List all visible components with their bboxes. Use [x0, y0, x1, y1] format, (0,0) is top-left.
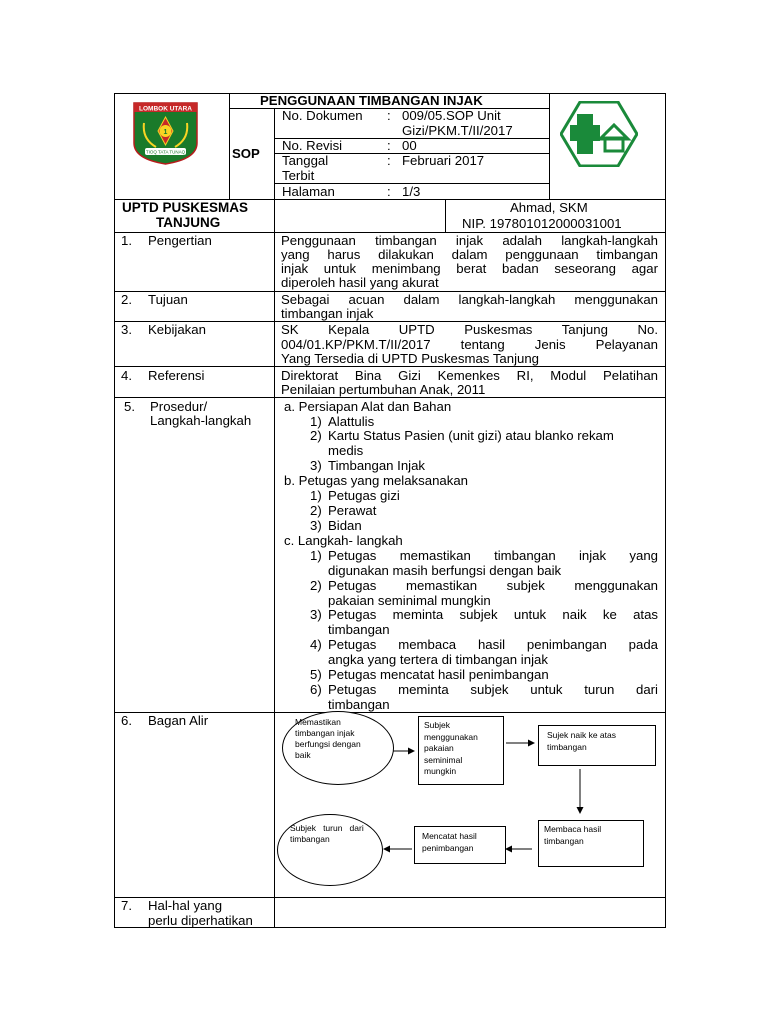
section-number: 4. [121, 368, 132, 383]
list-number: 4) [310, 637, 322, 652]
list-item: angka yang tertera di timbangan injak [328, 652, 548, 667]
section-number: 5. [124, 399, 135, 414]
subheading-a: a. Persiapan Alat dan Bahan [284, 399, 452, 414]
flow-node-membaca-hasil: Membaca hasil timbangan [538, 820, 644, 867]
list-item: pakaian seminimal mungkin [328, 593, 491, 608]
logo-left-seal-text: 1 [163, 129, 168, 136]
flow-node-naik-timbangan: Sujek naik ke atas timbangan [538, 725, 656, 766]
list-item: medis [328, 443, 364, 458]
list-item: Perawat [328, 503, 377, 518]
section-label-hal-hal: Hal-hal yang [148, 898, 223, 913]
list-number: 3) [310, 607, 322, 622]
list-item: Petugas memastikan subjek menggunakan [328, 578, 658, 593]
field-sep: : [387, 138, 391, 153]
puskesmas-logo [560, 101, 638, 167]
list-number: 3) [310, 458, 322, 473]
tujuan-text: Sebagai acuan dalam langkah-langkah menggunakan [281, 292, 658, 307]
kebijakan-text: 004/01.KP/PKM.T/II/2017 tentang Jenis Pelayanan [281, 337, 658, 352]
subheading-c: c. Langkah- langkah [284, 533, 403, 548]
section-label-kebijakan: Kebijakan [148, 322, 206, 337]
list-number: 2) [310, 578, 322, 593]
list-item: Timbangan Injak [328, 458, 426, 473]
flow-node-subjek-pakaian: Subjek menggunakan pakaian seminimal mungkin [418, 716, 504, 785]
section-label-hal-hal-2: perlu diperhatikan [148, 913, 253, 928]
field-sep: : [387, 108, 391, 123]
kebijakan-text: SK Kepala UPTD Puskesmas Tanjung No. [281, 322, 658, 337]
section-number: 7. [121, 898, 132, 913]
list-item: timbangan [328, 622, 390, 637]
field-sep: : [387, 184, 391, 199]
list-number: 2) [310, 428, 322, 443]
field-value-tanggal: Februari 2017 [402, 153, 485, 168]
section-number: 2. [121, 292, 132, 307]
referensi-text: Penilaian pertumbuhan Anak, 2011 [281, 382, 486, 397]
field-value-no-dokumen-2: Gizi/PKM.T/II/2017 [402, 123, 513, 138]
pengertian-text: Penggunaan timbangan injak adalah langkah-langkah [281, 233, 658, 248]
sop-label: SOP [232, 146, 260, 161]
section-label-pengertian: Pengertian [148, 233, 212, 248]
section-label-tujuan: Tujuan [148, 292, 188, 307]
list-item: Petugas memastikan timbangan injak yang [328, 548, 658, 563]
list-item: Petugas meminta subjek untuk naik ke atas [328, 607, 658, 622]
list-number: 1) [310, 414, 322, 429]
field-label-tanggal: Tanggal [282, 153, 329, 168]
signer-nip: NIP. 197801012000031001 [462, 216, 622, 231]
list-item: Petugas gizi [328, 488, 400, 503]
logo-left-ribbon: TIOQ TATA TUNAQ [145, 149, 186, 155]
list-number: 5) [310, 667, 322, 682]
pengertian-text: injak untuk menimbang berat badan seseorang agar [281, 261, 658, 276]
field-label-terbit: Terbit [282, 168, 315, 183]
list-item: timbangan [328, 697, 390, 712]
page-title: PENGGUNAAN TIMBANGAN INJAK [260, 93, 483, 108]
flow-node-subjek-turun: Subjek turun dari timbangan [277, 814, 383, 886]
section-label-referensi: Referensi [148, 368, 205, 383]
unit-name-line1: UPTD PUSKESMAS [122, 200, 249, 215]
field-value-no-revisi: 00 [402, 138, 417, 153]
field-value-no-dokumen: 009/05.SOP Unit [402, 108, 501, 123]
field-label-no-revisi: No. Revisi [282, 138, 343, 153]
field-value-halaman: 1/3 [402, 184, 421, 199]
list-item: Petugas meminta subjek untuk turun dari [328, 682, 658, 697]
section-label-prosedur-2: Langkah-langkah [150, 413, 252, 428]
signer-name: Ahmad, SKM [510, 200, 588, 215]
field-label-halaman: Halaman [282, 184, 335, 199]
flow-node-mencatat-hasil: Mencatat hasil penimbangan [414, 826, 506, 864]
field-label-no-dokumen: No. Dokumen [282, 108, 363, 123]
flow-node-memastikan: Memastikan timbangan injak berfungsi dengan baik [282, 711, 394, 785]
list-item: Kartu Status Pasien (unit gizi) atau blanko rekam [328, 428, 614, 443]
list-item: Alattulis [328, 414, 375, 429]
pengertian-text: yang harus dilakukan dalam penggunaan timbangan [281, 247, 658, 262]
list-number: 2) [310, 503, 322, 518]
list-item: Petugas membaca hasil penimbangan pada [328, 637, 658, 652]
section-number: 6. [121, 713, 132, 728]
list-item: Petugas mencatat hasil penimbangan [328, 667, 549, 682]
kebijakan-text: Yang Tersedia di UPTD Puskesmas Tanjung [281, 351, 540, 366]
section-label-bagan-alir: Bagan Alir [148, 713, 209, 728]
pengertian-text: diperoleh hasil yang akurat [281, 275, 439, 290]
section-number: 1. [121, 233, 132, 248]
section-label-prosedur: Prosedur/ [150, 399, 208, 414]
referensi-text: Direktorat Bina Gizi Kemenkes RI, Modul Pelatihan [281, 368, 658, 383]
unit-name-line2: TANJUNG [156, 215, 221, 230]
subheading-b: b. Petugas yang melaksanakan [284, 473, 469, 488]
section-number: 3. [121, 322, 132, 337]
tujuan-text: timbangan injak [281, 306, 374, 321]
list-number: 1) [310, 548, 322, 563]
logo-lombok-utara [132, 101, 199, 165]
list-item: Bidan [328, 518, 362, 533]
logo-left-text: LOMBOK UTARA [139, 105, 192, 113]
list-item: digunakan masih berfungsi dengan baik [328, 563, 562, 578]
list-number: 3) [310, 518, 322, 533]
list-number: 6) [310, 682, 322, 697]
field-sep: : [387, 153, 391, 168]
list-number: 1) [310, 488, 322, 503]
